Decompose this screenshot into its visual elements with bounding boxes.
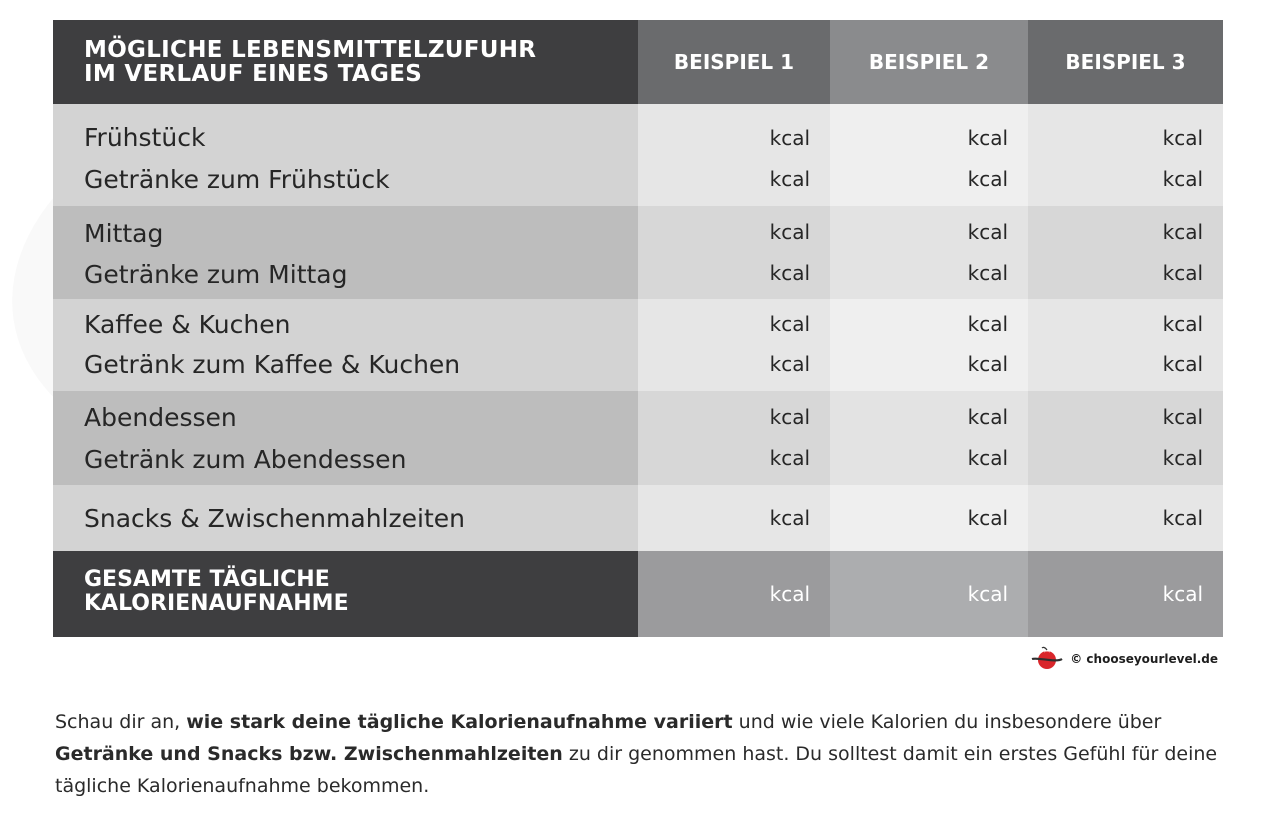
table-row-group-dinner (53, 391, 1223, 485)
row-label: Getränk zum Abendessen (84, 445, 407, 474)
kcal-cell: kcal (967, 261, 1008, 285)
header-title-line1: MÖGLICHE LEBENSMITTELZUFUHR (84, 37, 537, 63)
row-label: Abendessen (84, 403, 237, 432)
kcal-cell: kcal (1028, 485, 1223, 551)
column-header-3: BEISPIEL 3 (1028, 20, 1223, 104)
kcal-cell: kcal (967, 446, 1008, 470)
kcal-cell: kcal (830, 485, 1028, 551)
row-label: Mittag (84, 219, 164, 248)
column-header-1: BEISPIEL 1 (638, 20, 830, 104)
kcal-cell: kcal (769, 220, 810, 244)
kcal-cell: kcal (769, 446, 810, 470)
total-kcal-cell: kcal (830, 551, 1028, 637)
kcal-cell: kcal (769, 167, 810, 191)
kcal-cell: kcal (1162, 312, 1203, 336)
header-title-line2: IM VERLAUF EINES TAGES (84, 61, 423, 87)
kcal-cell: kcal (967, 312, 1008, 336)
total-kcal-cell: kcal (1028, 551, 1223, 637)
row-label: Getränke zum Mittag (84, 260, 348, 289)
table-row-group-breakfast (53, 104, 1223, 206)
row-label: Getränke zum Frühstück (84, 165, 390, 194)
kcal-cell: kcal (1162, 220, 1203, 244)
row-label: Kaffee & Kuchen (84, 310, 291, 339)
kcal-cell: kcal (769, 126, 810, 150)
total-kcal-cell: kcal (638, 551, 830, 637)
kcal-cell: kcal (967, 352, 1008, 376)
kcal-cell: kcal (967, 405, 1008, 429)
kcal-cell: kcal (638, 485, 830, 551)
kcal-cell: kcal (1162, 126, 1203, 150)
brand-credit (1030, 646, 1218, 672)
table-row-group-lunch (53, 206, 1223, 299)
brand-text: © chooseyourlevel.de (1070, 652, 1218, 666)
kcal-cell: kcal (769, 352, 810, 376)
total-label-line2: KALORIENAUFNAHME (84, 591, 349, 616)
kcal-cell: kcal (967, 167, 1008, 191)
row-label: Snacks & Zwischenmahlzeiten (53, 485, 638, 551)
kcal-cell: kcal (967, 220, 1008, 244)
kcal-cell: kcal (769, 405, 810, 429)
kcal-cell: kcal (967, 126, 1008, 150)
kcal-cell: kcal (1162, 167, 1203, 191)
row-label: Frühstück (84, 123, 206, 152)
apple-logo-icon (1030, 646, 1064, 672)
kcal-cell: kcal (769, 312, 810, 336)
header-title (53, 20, 638, 104)
calorie-table (53, 20, 1223, 637)
total-label (53, 551, 638, 637)
kcal-cell: kcal (1162, 405, 1203, 429)
table-total-row (53, 551, 1223, 637)
instruction-paragraph: Schau dir an, wie stark deine tägliche Kalorienaufnahme variiert und wie viele Kalorien du insbesondere über Getränke und Snacks bzw. Zwischenmahlzeiten zu dir genommen hast. Du solltest damit ein erstes Gefühl für deine tägliche Kalorienaufnahme bekommen. (55, 711, 1218, 797)
table-header (53, 20, 1223, 104)
column-header-2: BEISPIEL 2 (830, 20, 1028, 104)
kcal-cell: kcal (769, 261, 810, 285)
table-row-group-coffee (53, 299, 1223, 391)
total-label-line1: GESAMTE TÄGLICHE (84, 567, 330, 592)
row-label: Getränk zum Kaffee & Kuchen (84, 350, 461, 379)
kcal-cell: kcal (1162, 446, 1203, 470)
table-row-group-snacks (53, 485, 1223, 551)
kcal-cell: kcal (1162, 261, 1203, 285)
kcal-cell: kcal (1162, 352, 1203, 376)
